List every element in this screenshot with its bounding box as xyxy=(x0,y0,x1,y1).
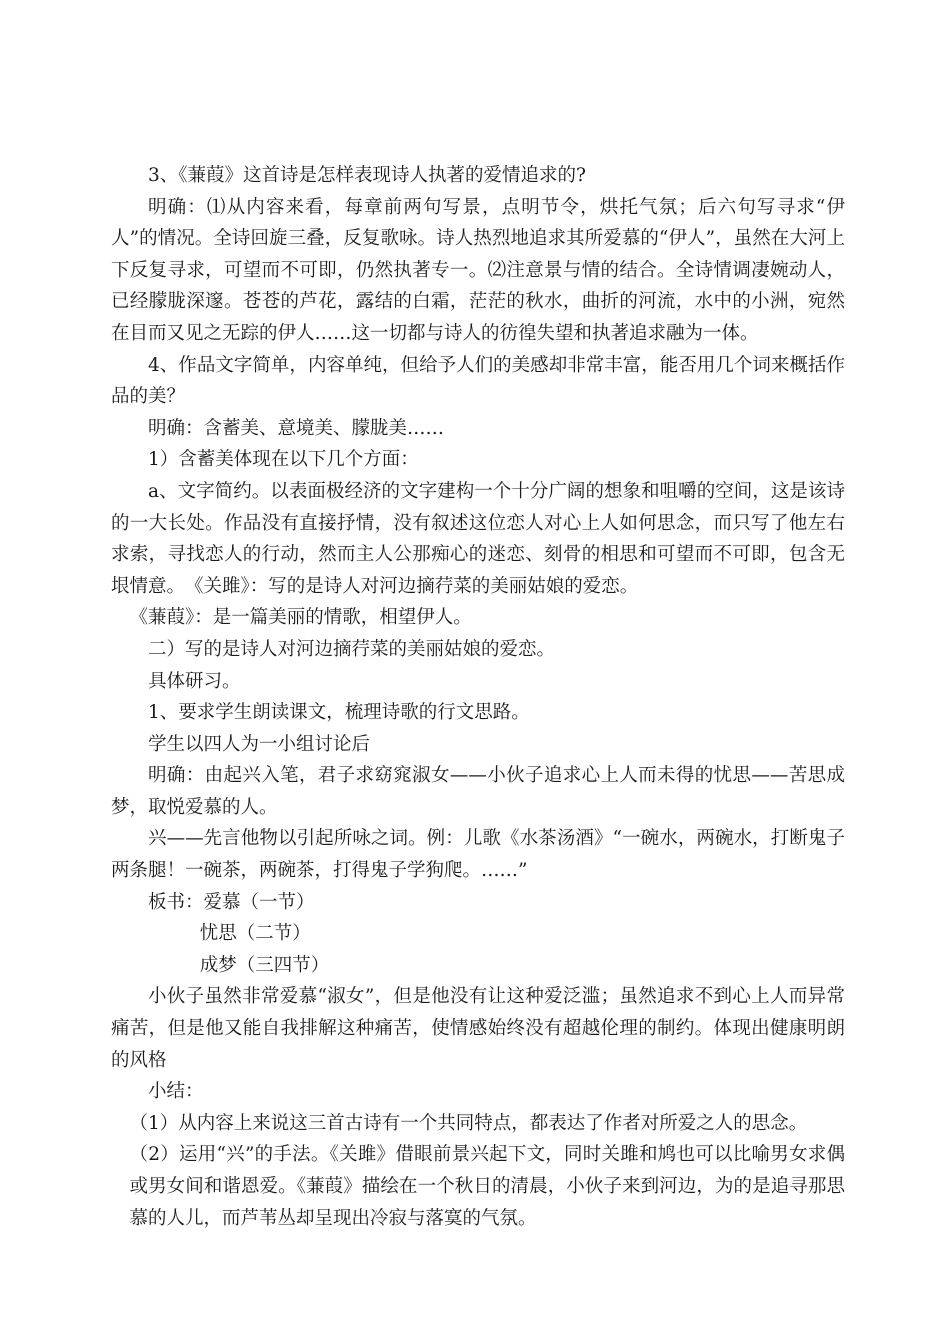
answer-3: 明确：⑴从内容来看，每章前两句写景，点明节令，烘托气氛；后六句写寻求“伊人”的情况。全诗回旋三叠，反复歌咏。诗人热烈地追求其所爱慕的“伊人”，虽然在大河上下反复寻求，可望而不可即，仍然执著专一。⑵注意景与情的结合。全诗情调凄婉动人，已经朦胧深邃。苍苍的芦花，露结的白霜，茫茫的秋水，曲折的河流，水中的小洲，宛然在目而又见之无踪的伊人……这一切都与诗人的彷徨失望和执著追求融为一体。 xyxy=(111,196,845,344)
board-line-2: 忧思（二节） xyxy=(199,923,311,945)
question-4: 4、作品文字简单，内容单纯，但给予人们的美感却非常丰富，能否用几个词来概括作品的美？ xyxy=(111,354,845,408)
task-1: 1、要求学生朗读课文，梳理诗歌的行文思路。 xyxy=(148,702,530,724)
answer-4: 明确：含蓄美、意境美、朦胧美…… xyxy=(148,417,445,439)
summary-heading: 小结： xyxy=(148,1081,204,1103)
xing-definition: 兴——先言他物以引起所咏之词。例：儿歌《水茶汤酒》“一碗水，两碗水，打断鬼子两条腿！一碗茶，两碗茶，打得鬼子学狗爬。……” xyxy=(111,828,845,882)
subpoint-a: a、文字简约。以表面极经济的文字建构一个十分广阔的想象和咀嚼的空间，这是该诗的一大长处。作品没有直接抒情，没有叙述这位恋人对心上人如何思念，而只写了他左右求索，寻找恋人的行动，然而主人公那痴心的迷恋、刻骨的相思和可望而不可即，包含无垠情意。 《关雎》：写的是诗人对河边摘荇菜的美丽姑娘的爱恋。 xyxy=(111,480,845,597)
board-line-3: 成梦（三四节） xyxy=(199,954,330,976)
summary-point-1: （1）从内容上来说这三首古诗有一个共同特点，都表达了作者对所爱之人的思念。 xyxy=(129,1112,808,1134)
group-discussion: 学生以四人为一小组讨论后 xyxy=(148,733,371,755)
study-heading: 具体研习。 xyxy=(148,670,241,692)
document-body xyxy=(111,160,845,1234)
board-line-1: 板书：爱慕（一节） xyxy=(148,891,315,913)
summary-point-2: （2）运用“兴”的手法。《关雎》借眼前景兴起下文，同时关雎和鸠也可以比喻男女求偶或男女间和谐恩爱。《蒹葭》描绘在一个秋日的清晨，小伙子来到河边，为的是追寻那思慕的人儿，而芦苇丛却呈现出冷寂与落寞的气氛。 xyxy=(129,1144,845,1229)
question-3: 3、《蒹葭》这首诗是怎样表现诗人执著的爱情追求的? xyxy=(148,165,586,186)
subpoint-1: 1）含蓄美体现在以下几个方面： xyxy=(148,449,419,471)
subpoint-2: 二）写的是诗人对河边摘荇菜的美丽姑娘的爱恋。 xyxy=(148,638,556,660)
jianjia-note: 《蒹葭》：是一篇美丽的情歌，相望伊人。 xyxy=(129,607,472,629)
answer-structure: 明确：由起兴入笔，君子求窈窕淑女——小伙子追求心上人而未得的忧思——苦思成梦，取悦爱慕的人。 xyxy=(111,765,845,818)
analysis-paragraph: 小伙子虽然非常爱慕“淑女”，但是他没有让这种爱泛滥；虽然追求不到心上人而异常痛苦，但是他又能自我排解这种痛苦，使情感始终没有超越伦理的制约。体现出健康明朗的风格 xyxy=(111,986,845,1071)
